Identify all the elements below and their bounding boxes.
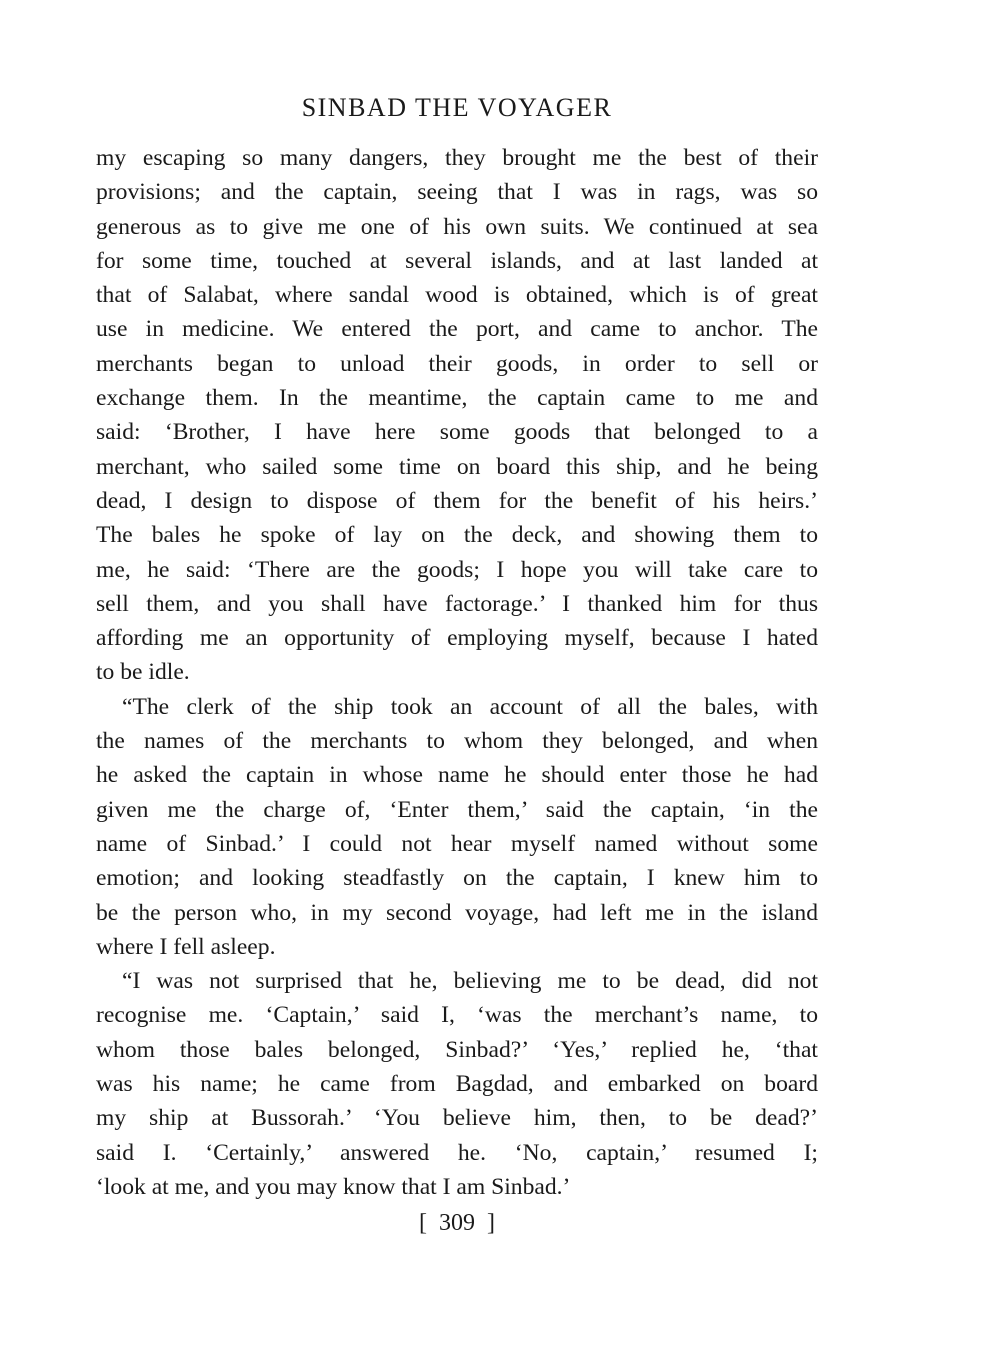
text-line: the names of the merchants to whom they belonged, and when xyxy=(96,728,818,755)
text-line: merchants began to unload their goods, in order to sell or xyxy=(96,350,818,377)
text-line: where I fell asleep. xyxy=(96,933,276,960)
text-line: to be idle. xyxy=(96,659,190,686)
text-line: exchange them. In the meantime, the captain came to me and xyxy=(96,385,818,412)
text-line: said: ‘Brother, I have here some goods that belonged to a xyxy=(96,419,818,446)
text-line: my escaping so many dangers, they brought me the best of their xyxy=(96,145,818,171)
text-line: was his name; he came from Bagdad, and embarked on board xyxy=(96,1071,818,1098)
text-line: “The clerk of the ship took an account of all the bales, with xyxy=(122,693,818,720)
text-line: “I was not surprised that he, believing me to be dead, did not xyxy=(122,968,818,995)
text-line: he asked the captain in whose name he should enter those he had xyxy=(96,762,818,789)
text-line: given me the charge of, ‘Enter them,’ said the captain, ‘in the xyxy=(96,796,818,823)
text-line: use in medicine. We entered the port, and came to anchor. The xyxy=(96,316,818,343)
text-line: provisions; and the captain, seeing that I was in rags, was so xyxy=(96,179,818,206)
text-line: The bales he spoke of lay on the deck, and showing them to xyxy=(96,522,818,549)
text-line: whom those bales belonged, Sinbad?’ ‘Yes,’ replied he, ‘that xyxy=(96,1036,818,1063)
text-line: name of Sinbad.’ I could not hear myself named without some xyxy=(96,830,818,857)
text-line: my ship at Bussorah.’ ‘You believe him, then, to be dead?’ xyxy=(96,1105,818,1132)
text-line: said I. ‘Certainly,’ answered he. ‘No, captain,’ resumed I; xyxy=(96,1139,818,1166)
text-line: be the person who, in my second voyage, had left me in the island xyxy=(96,899,818,926)
text-line: sell them, and you shall have factorage.’ I thanked him for thus xyxy=(96,590,818,617)
text-line: generous as to give me one of his own suits. We continued at sea xyxy=(96,213,818,240)
text-line: me, he said: ‘There are the goods; I hope you will take care to xyxy=(96,556,818,583)
body-text xyxy=(96,141,818,1204)
running-head: SINBAD THE VOYAGER xyxy=(301,93,613,122)
text-line: ‘look at me, and you may know that I am Sinbad.’ xyxy=(96,1173,571,1200)
text-line: dead, I design to dispose of them for the benefit of his heirs.’ xyxy=(96,487,818,514)
text-line: for some time, touched at several islands, and at last landed at xyxy=(96,247,818,274)
page-number: [ 309 ] xyxy=(419,1210,495,1236)
text-line: emotion; and looking steadfastly on the captain, I knew him to xyxy=(96,865,818,892)
text-line: merchant, who sailed some time on board this ship, and he being xyxy=(96,453,818,480)
text-line: recognise me. ‘Captain,’ said I, ‘was the merchant’s name, to xyxy=(96,1002,818,1029)
text-line: affording me an opportunity of employing myself, because I hated xyxy=(96,625,818,652)
text-line: that of Salabat, where sandal wood is obtained, which is of great xyxy=(96,282,818,309)
